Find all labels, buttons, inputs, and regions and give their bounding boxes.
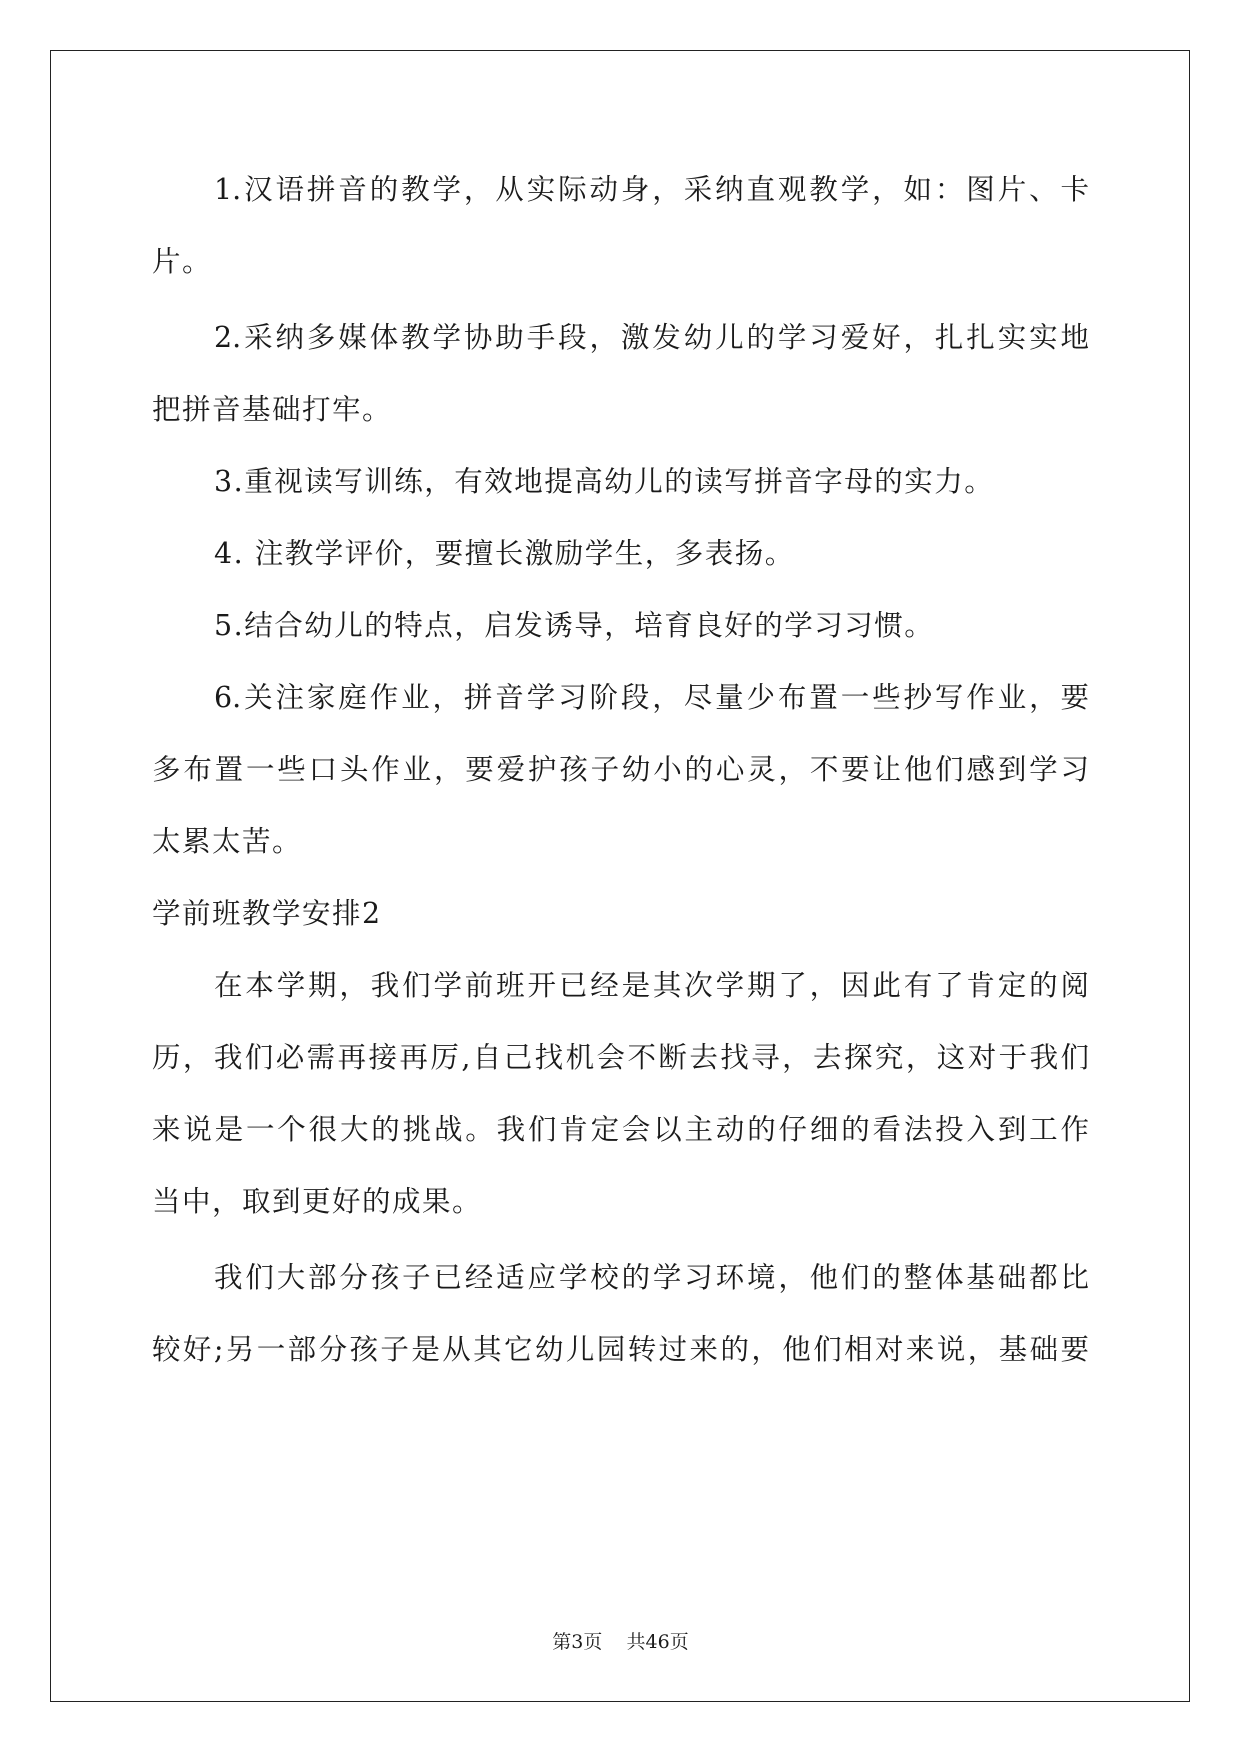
paragraph-1-line-2: 片。 (152, 245, 213, 278)
paragraph-8-line-1: 我们大部分孩子已经适应学校的学习环境，他们的整体基础都比 (214, 1261, 1089, 1294)
paragraph-7-line-4: 当中，取到更好的成果。 (152, 1185, 483, 1218)
paragraph-8-line-2: 较好;另一部分孩子是从其它幼儿园转过来的，他们相对来说，基础要 (152, 1333, 1089, 1366)
paragraph-6-line-3: 太累太苦。 (152, 825, 303, 858)
paragraph-7-line-2: 历，我们必需再接再厉,自己找机会不断去找寻，去探究，这对于我们 (152, 1041, 1089, 1074)
paragraph-7-line-1: 在本学期，我们学前班开已经是其次学期了，因此有了肯定的阅 (214, 969, 1089, 1002)
paragraph-3: 3.重视读写训练，有效地提高幼儿的读写拼音字母的实力。 (214, 465, 995, 498)
paragraph-7-line-3: 来说是一个很大的挑战。我们肯定会以主动的仔细的看法投入到工作 (152, 1113, 1089, 1146)
paragraph-2-line-1: 2.采纳多媒体教学协助手段，激发幼儿的学习爱好，扎扎实实地 (214, 321, 1089, 354)
paragraph-6-line-1: 6.关注家庭作业，拼音学习阶段，尽量少布置一些抄写作业，要 (214, 681, 1089, 714)
section-heading: 学前班教学安排2 (152, 897, 382, 930)
paragraph-4: 4. 注教学评价，要擅长激励学生，多表扬。 (214, 537, 795, 570)
page-number-footer: 第3页 共46页 (552, 1631, 689, 1653)
page-border (50, 50, 1190, 1702)
paragraph-1-line-1: 1.汉语拼音的教学，从实际动身，采纳直观教学，如：图片、卡 (214, 173, 1089, 206)
paragraph-5: 5.结合幼儿的特点，启发诱导，培育良好的学习习惯。 (214, 609, 935, 642)
paragraph-6-line-2: 多布置一些口头作业，要爱护孩子幼小的心灵，不要让他们感到学习 (152, 753, 1089, 786)
paragraph-2-line-2: 把拼音基础打牢。 (152, 393, 393, 426)
